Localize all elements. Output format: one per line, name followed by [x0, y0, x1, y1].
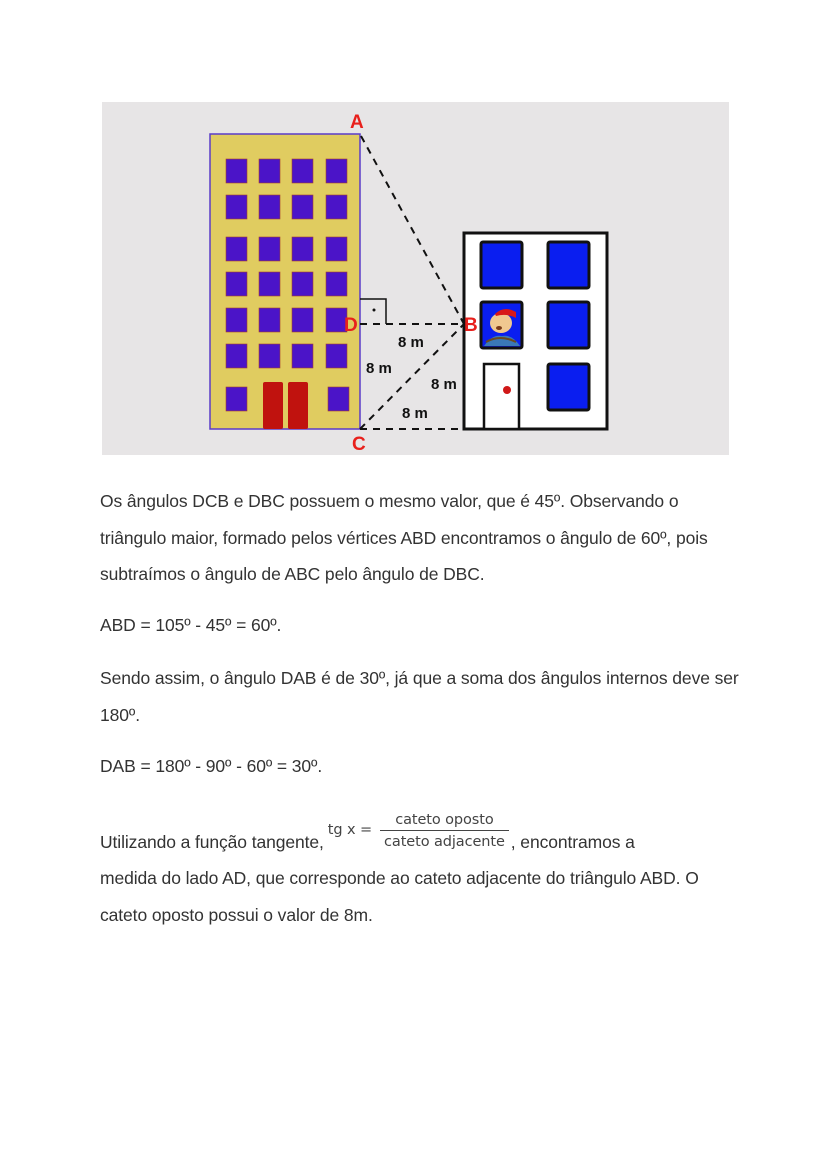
- paragraph-side-ad: medida do lado AD, que corresponde ao cateto adjacente do triângulo ABD. O cateto oposto possui o valor de 8m.: [100, 868, 699, 925]
- formula-denominator: cateto adjacente: [384, 834, 505, 850]
- tangent-text-before: Utilizando a função tangente,: [100, 832, 324, 852]
- tangent-formula: [327, 811, 509, 852]
- paragraph-angles-dcb-dbc: Os ângulos DCB e DBC possuem o mesmo valor, que é 45º. Observando o triângulo maior, formado pelos vértices ABD encontramos o ângulo de 60º, pois subtraímos o ângulo de ABC pelo ângulo de DBC.: [100, 491, 708, 584]
- vertex-label-d: D: [344, 315, 358, 336]
- measure-dc: 8 m: [366, 360, 392, 377]
- right-angle-marker: [360, 299, 386, 324]
- formula-fraction: [380, 811, 509, 850]
- equation-abd: ABD = 105º - 45º = 60º.: [100, 615, 282, 635]
- small-building-door: [484, 364, 519, 429]
- buildings-diagram: [102, 102, 729, 455]
- vertex-label-b: B: [464, 315, 478, 336]
- equation-dab: DAB = 180º - 90º - 60º = 30º.: [100, 756, 323, 776]
- vertex-label-c: C: [352, 434, 366, 455]
- paragraph-tangent: [100, 811, 740, 861]
- measure-bc: 8 m: [431, 376, 457, 393]
- small-building: [464, 233, 607, 429]
- measure-db: 8 m: [398, 334, 424, 351]
- formula-numerator: cateto oposto: [380, 813, 509, 832]
- tall-building: [210, 134, 360, 429]
- line-AB: [361, 136, 464, 324]
- vertex-label-a: A: [350, 112, 364, 133]
- measure-base: 8 m: [402, 405, 428, 422]
- geometry-figure: [102, 102, 729, 455]
- tangent-text-after: , encontramos a: [510, 832, 635, 852]
- paragraph-angle-dab: Sendo assim, o ângulo DAB é de 30º, já que a soma dos ângulos internos deve ser 180º.: [100, 668, 739, 725]
- person-in-window: [481, 302, 522, 348]
- formula-lhs: tg x =: [327, 822, 373, 838]
